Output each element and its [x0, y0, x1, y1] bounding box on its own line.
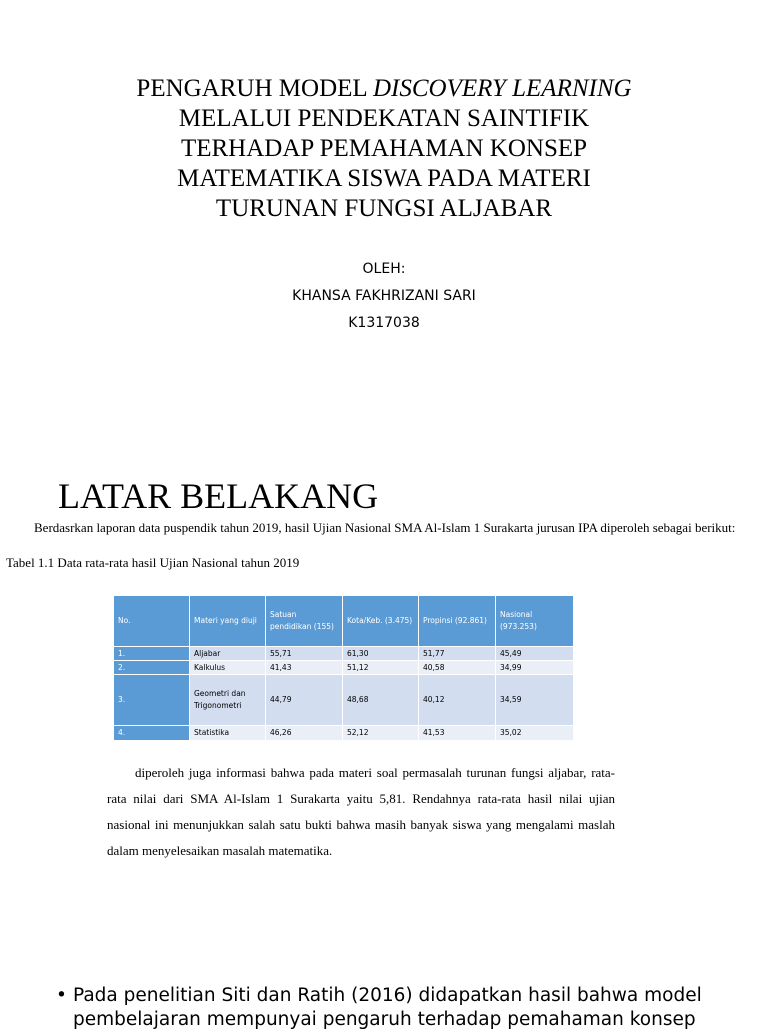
- header-national: Nasional (973.253): [496, 596, 574, 647]
- cell-no: 1.: [114, 647, 190, 661]
- intro-paragraph: Berdasrkan laporan data puspendik tahun 2019, hasil Ujian Nasional SMA Al-Islam 1 Surakarta jurusan IPA diperoleh sebagai berikut:: [34, 520, 736, 535]
- cell-province: 40,58: [419, 661, 496, 675]
- cell-school: 41,43: [266, 661, 343, 675]
- cell-province: 41,53: [419, 726, 496, 741]
- cell-subject: Statistika: [190, 726, 266, 741]
- document-title: [60, 74, 708, 224]
- cell-province: 51,77: [419, 647, 496, 661]
- cell-school: 55,71: [266, 647, 343, 661]
- table-header-row: [114, 596, 574, 647]
- title-line-4: MATEMATIKA SISWA PADA MATERI: [177, 165, 591, 192]
- title-line-2: MELALUI PENDEKATAN SAINTIFIK: [178, 105, 590, 132]
- title-italic-term: DISCOVERY LEARNING: [373, 75, 632, 102]
- cell-subject: Kalkulus: [190, 661, 266, 675]
- cell-national: 34,99: [496, 661, 574, 675]
- cell-school: 46,26: [266, 726, 343, 741]
- header-subject: Materi yang diuji: [190, 596, 266, 647]
- table-row: [114, 647, 574, 661]
- author-name: KHANSA FAKHRIZANI SARI: [292, 288, 476, 304]
- cell-no: 3.: [114, 675, 190, 726]
- cell-subject: Geometri dan Trigonometri: [190, 675, 266, 726]
- table-row: [114, 675, 574, 726]
- header-school: Satuan pendidikan (155): [266, 596, 343, 647]
- section-heading: LATAR BELAKANG: [58, 476, 379, 516]
- title-line-5: TURUNAN FUNGSI ALJABAR: [215, 195, 553, 222]
- cell-city: 61,30: [343, 647, 419, 661]
- cell-subject: Aljabar: [190, 647, 266, 661]
- cell-national: 35,02: [496, 726, 574, 741]
- student-id: K1317038: [348, 315, 420, 331]
- cell-no: 2.: [114, 661, 190, 675]
- author-block: [184, 256, 584, 337]
- header-no: No.: [114, 596, 190, 647]
- header-city: Kota/Keb. (3.475): [343, 596, 419, 647]
- by-label: OLEH:: [362, 261, 406, 277]
- table-row: [114, 661, 574, 675]
- table-caption: Tabel 1.1 Data rata-rata hasil Ujian Nasional tahun 2019: [6, 555, 300, 570]
- body-paragraph: diperoleh juga informasi bahwa pada materi soal permasalah turunan fungsi aljabar, rata-rata nilai dari SMA Al-Islam 1 Surakarta yaitu 5,81. Rendahnya rata-rata hasil nilai ujian nasional ini menunjukkan salah satu bukti bahwa masih banyak siswa yang mengalami maslah dalam menyelesaikan masalah matematika.: [107, 765, 615, 858]
- bullet-item: [56, 984, 716, 1032]
- bullet-text: Pada penelitian Siti dan Ratih (2016) didapatkan hasil bahwa model pembelajaran mempunyai pengaruh terhadap pemahaman konsep: [73, 985, 702, 1030]
- cell-national: 34,59: [496, 675, 574, 726]
- cell-province: 40,12: [419, 675, 496, 726]
- cell-no: 4.: [114, 726, 190, 741]
- title-prefix: PENGARUH MODEL: [136, 75, 373, 102]
- title-line-3: TERHADAP PEMAHAMAN KONSEP: [180, 135, 588, 162]
- cell-city: 51,12: [343, 661, 419, 675]
- title-line-1: [60, 74, 708, 104]
- exam-results-table: [113, 595, 574, 741]
- cell-national: 45,49: [496, 647, 574, 661]
- bullet-symbol: •: [56, 985, 67, 1006]
- cell-city: 52,12: [343, 726, 419, 741]
- header-province: Propinsi (92.861): [419, 596, 496, 647]
- cell-school: 44,79: [266, 675, 343, 726]
- table-row: [114, 726, 574, 741]
- cell-city: 48,68: [343, 675, 419, 726]
